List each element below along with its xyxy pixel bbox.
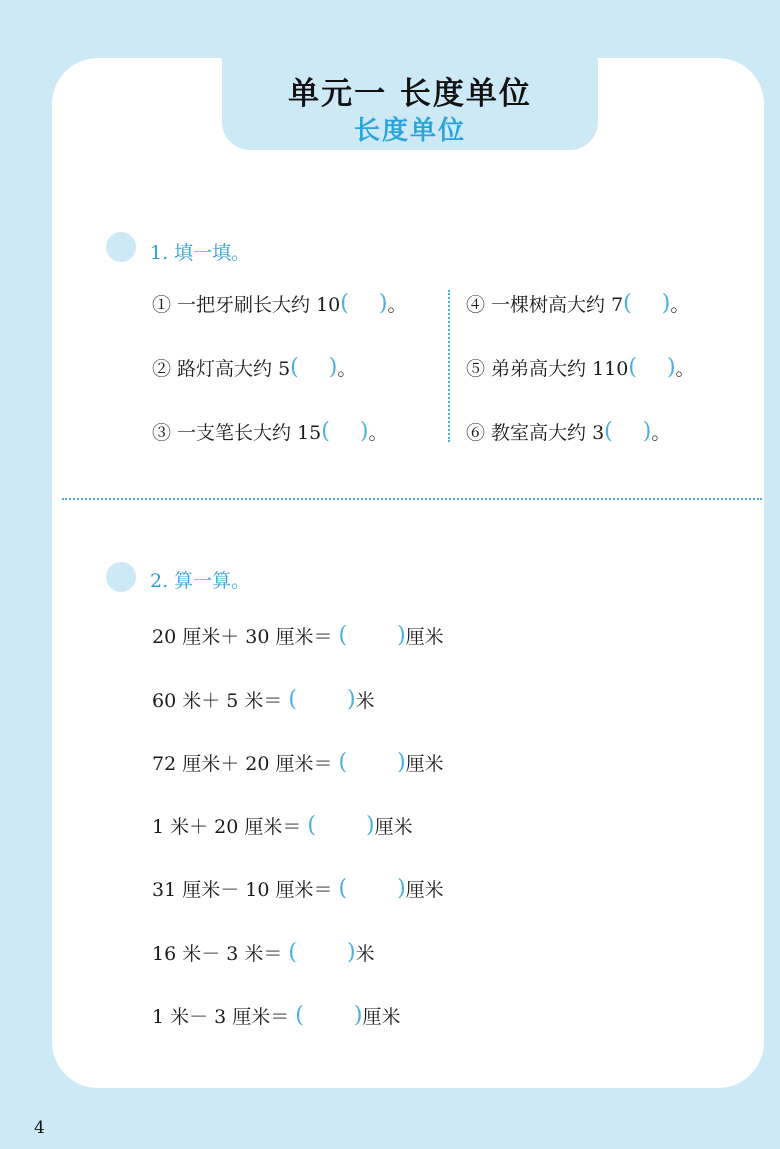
fill-item-text: ② 路灯高大约 5 <box>152 357 291 380</box>
fill-item-text: ⑥ 教室高大约 3 <box>466 421 605 444</box>
calc-item-3 <box>152 747 444 777</box>
answer-blank[interactable]: ( ) <box>338 622 406 648</box>
fill-item-4 <box>466 288 689 318</box>
calc-expression: 31 厘米－ 10 厘米＝ <box>152 878 333 901</box>
section-divider <box>62 498 762 500</box>
calc-item-5 <box>152 873 444 903</box>
calc-item-6 <box>152 937 375 967</box>
fill-item-5 <box>466 352 695 382</box>
calc-expression: 1 米－ 3 厘米＝ <box>152 1005 290 1028</box>
calc-unit: 厘米 <box>362 1005 401 1028</box>
answer-blank[interactable]: ( ) <box>321 418 369 444</box>
fill-item-text: ⑤ 弟弟高大约 110 <box>466 357 629 380</box>
calc-expression: 60 米＋ 5 米＝ <box>152 689 283 712</box>
calc-unit: 厘米 <box>405 752 444 775</box>
calc-item-7 <box>152 1000 401 1030</box>
section-1-heading: 1. 填一填。 <box>150 242 251 264</box>
calc-unit: 厘米 <box>374 815 413 838</box>
fill-item-text: ③ 一支笔长大约 15 <box>152 421 322 444</box>
answer-blank[interactable]: ( ) <box>628 354 676 380</box>
column-divider <box>448 290 450 442</box>
answer-blank[interactable]: ( ) <box>338 875 406 901</box>
section-1-dot-icon <box>106 232 136 262</box>
fill-item-end: 。 <box>387 293 407 316</box>
fill-item-end: 。 <box>337 357 357 380</box>
fill-item-end: 。 <box>651 421 671 444</box>
section-2-dot-icon <box>106 562 136 592</box>
answer-blank[interactable]: ( ) <box>290 354 338 380</box>
fill-item-2 <box>152 352 356 382</box>
answer-blank[interactable]: ( ) <box>340 290 388 316</box>
answer-blank[interactable]: ( ) <box>295 1002 363 1028</box>
fill-item-3 <box>152 416 387 446</box>
fill-item-6 <box>466 416 670 446</box>
fill-item-end: 。 <box>670 293 690 316</box>
calc-item-1 <box>152 620 444 650</box>
calc-item-2 <box>152 684 375 714</box>
calc-unit: 米 <box>355 689 375 712</box>
answer-blank[interactable]: ( ) <box>338 749 406 775</box>
calc-expression: 16 米－ 3 米＝ <box>152 942 283 965</box>
calc-expression: 72 厘米＋ 20 厘米＝ <box>152 752 333 775</box>
answer-blank[interactable]: ( ) <box>307 812 375 838</box>
unit-title: 单元一 长度单位 <box>288 76 532 112</box>
lesson-subtitle: 长度单位 <box>353 116 466 146</box>
answer-blank[interactable]: ( ) <box>288 939 356 965</box>
fill-item-text: ① 一把牙刷长大约 10 <box>152 293 341 316</box>
section-2-heading: 2. 算一算。 <box>150 570 251 592</box>
fill-item-end: 。 <box>675 357 695 380</box>
answer-blank[interactable]: ( ) <box>604 418 652 444</box>
fill-item-end: 。 <box>368 421 388 444</box>
calc-expression: 1 米＋ 20 厘米＝ <box>152 815 302 838</box>
page-number: 4 <box>34 1118 45 1138</box>
calc-expression: 20 厘米＋ 30 厘米＝ <box>152 625 333 648</box>
calc-unit: 厘米 <box>405 878 444 901</box>
answer-blank[interactable]: ( ) <box>288 686 356 712</box>
calc-unit: 厘米 <box>405 625 444 648</box>
fill-item-text: ④ 一棵树高大约 7 <box>466 293 624 316</box>
calc-unit: 米 <box>355 942 375 965</box>
answer-blank[interactable]: ( ) <box>623 290 671 316</box>
calc-item-4 <box>152 810 413 840</box>
fill-item-1 <box>152 288 406 318</box>
